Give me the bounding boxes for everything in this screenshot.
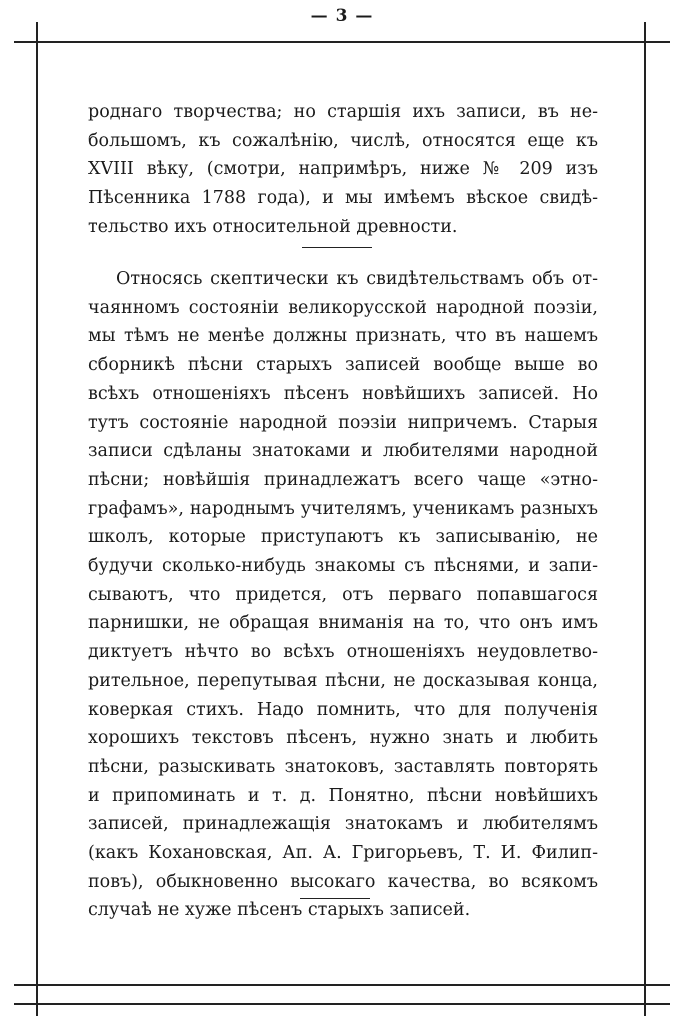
- text-line: роднаго творчества; но старшія ихъ записи, въ не-: [88, 102, 598, 122]
- page-number: — 3 —: [310, 6, 374, 26]
- section-separator: [300, 898, 370, 899]
- text-line: пѣсни; новѣйшія принадлежатъ всего чаще «этно-: [88, 469, 598, 490]
- text-line: школъ, которые приступаютъ къ записыванію, не: [88, 527, 598, 548]
- text-line: большомъ, къ сожалѣнію, числѣ, относятся еще къ: [88, 130, 598, 151]
- text-line: XVIII вѣку, (смотри, напримѣръ, ниже № 209 изъ: [88, 159, 598, 180]
- text-line: и припоминать и т. д. Понятно, пѣсни новѣйшихъ: [88, 785, 598, 806]
- frame-left-rule: [36, 22, 38, 1016]
- text-line: случаѣ не хуже пѣсенъ старыхъ записей.: [88, 900, 471, 921]
- text-line: будучи сколько-нибудь знакомы съ пѣснями, и запи-: [88, 556, 598, 577]
- text-line: Пѣсенника 1788 года), и мы имѣемъ вѣское свидѣ-: [88, 188, 598, 209]
- text-line: коверкая стихъ. Надо помнить, что для полученія: [88, 699, 598, 720]
- text-line: чаянномъ состояніи великорусской народной поэзіи,: [88, 297, 598, 318]
- text-line: хорошихъ текстовъ пѣсенъ, нужно знать и любить: [88, 728, 598, 749]
- text-line: (какъ Кохановская, Ап. А. Григорьевъ, Т. И. Филип-: [88, 843, 598, 864]
- text-line: тутъ состояніе народной поэзіи нипричемъ. Старыя: [88, 412, 598, 433]
- text-line: Относясь скептически къ свидѣтельствамъ объ от-: [116, 269, 598, 289]
- text-line: записей, принадлежащія знатокамъ и любителямъ: [88, 814, 598, 835]
- text-line: мы тѣмъ не менѣе должны признать, что въ нашемъ: [88, 326, 598, 347]
- text-line: повъ), обыкновенно высокаго качества, во всякомъ: [88, 871, 598, 892]
- text-line: всѣхъ отношеніяхъ пѣсенъ новѣйшихъ записей. Но: [88, 383, 598, 404]
- frame-top-rule: [14, 41, 670, 43]
- paragraph-2: [88, 265, 598, 925]
- frame-bottom-rule: [14, 984, 670, 986]
- text-line: рительное, перепутывая пѣсни, не досказывая конца,: [88, 670, 598, 691]
- text-line: парнишки, не обращая вниманія на то, что онъ имъ: [88, 613, 598, 634]
- text-line: диктуетъ нѣчто во всѣхъ отношеніяхъ неудовлетво-: [88, 642, 598, 663]
- text-line: сборникѣ пѣсни старыхъ записей вообще выше во: [88, 355, 598, 376]
- text-line: пѣсни, разыскивать знатоковъ, заставлять повторять: [88, 756, 598, 777]
- frame-right-rule: [644, 22, 646, 1016]
- paragraph-1: [88, 98, 598, 242]
- text-line: сываютъ, что придется, отъ перваго попавшагося: [88, 584, 598, 605]
- section-separator: [302, 247, 372, 248]
- text-line: тельство ихъ относительной древности.: [88, 216, 458, 237]
- text-line: записи сдѣланы знатоками и любителями народной: [88, 441, 598, 462]
- frame-bottom-rule-outer: [14, 1003, 670, 1005]
- text-line: графамъ», народнымъ учителямъ, ученикамъ разныхъ: [88, 498, 598, 519]
